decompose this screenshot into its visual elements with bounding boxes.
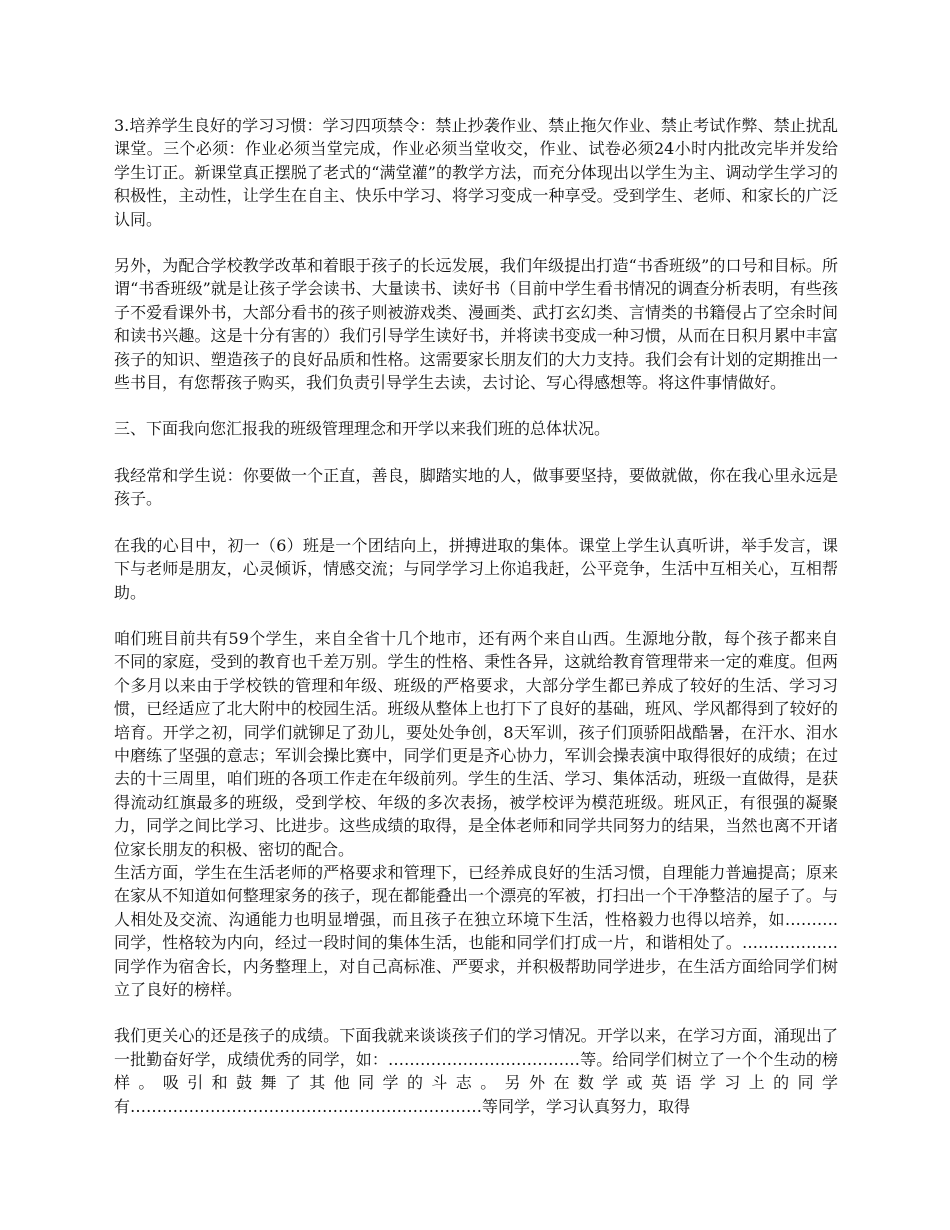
section-heading-class-management: 三、下面我向您汇报我的班级管理理念和开学以来我们班的总体状况。 [114, 419, 611, 439]
paragraph-teacher-motto: 我经常和学生说：你要做一个正直，善良，脚踏实地的人，做事要坚持，要做就做，你在我心里永远是孩子。 [114, 465, 838, 509]
paragraph-book-class: 另外，为配合学校教学改革和着眼于孩子的长远发展，我们年级提出打造“书香班级”的口号和目标。所谓“书香班级”就是让孩子学会读书、大量读书、读好书（目前中学生看书情况的调查分析表明，有些孩子不爱看课外书，大部分看书的孩子则被游戏类、漫画类、武打玄幻类、言情类的书籍侵占了空余时间和读书兴趣。这是十分有害的）我们引导学生读好书，并将读书变成一种习惯，从而在日积月累中丰富孩子的知识、塑造孩子的良好品质和性格。这需要家长朋友们的大力支持。我们会有计划的定期推出一些书目，有您帮孩子购买，我们负责引导学生去读，去讨论、写心得感想等。将这件事情做好。 [114, 256, 838, 393]
paragraph-study-habits: 3.培养学生良好的学习习惯：学习四项禁令：禁止抄袭作业、禁止拖欠作业、禁止考试作弊、禁止扰乱课堂。三个必须：作业必须当堂完成，作业必须当堂收交，作业、试卷必须24小时内批改完毕并发给学生订正。新课堂真正摆脱了老式的“满堂灌”的教学方法，而充分体现出以学生为主、调动学生学习的积极性，主动性，让学生在自主、快乐中学习、将学习变成一种享受。受到学生、老师、和家长的广泛认同。 [114, 116, 838, 229]
paragraph-academic-performance: 我们更关心的还是孩子的成绩。下面我就来谈谈孩子们的学习情况。开学以来，在学习方面，涌现出了一批勤奋好学，成绩优秀的同学，如：………………………………等。给同学们树立了一个个生动的榜样。吸引和鼓舞了其他同学的斗志。另外在数学或英语学习上的同学有…………………………………………………………等同学，学习认真努力，取得 [114, 1026, 838, 1116]
document-page [114, 114, 838, 1118]
paragraph-class-overview: 咱们班目前共有59个学生，来自全省十几个地市，还有两个来自山西。生源地分散，每个孩子都来自不同的家庭，受到的教育也千差万别。学生的性格、秉性各异，这就给教育管理带来一定的难度。但两个多月以来由于学校铁的管理和年级、班级的严格要求，大部分学生都已养成了较好的生活、学习习惯，已经适应了北大附中的校园生活。班级从整体上也打下了良好的基础，班风、学风都得到了较好的培育。开学之初，同学们就铆足了劲儿，要处处争创，8天军训，孩子们顶骄阳战酷暑，在汗水、泪水中磨练了坚强的意志；军训会操比赛中，同学们更是齐心协力，军训会操表演中取得很好的成绩；在过去的十三周里，咱们班的各项工作走在年级前列。学生的生活、学习、集体活动，班级一直做得，是获得流动红旗最多的班级，受到学校、年级的多次表扬，被学校评为模范班级。班风正，有很强的凝聚力，同学之间比学习、比进步。这些成绩的取得，是全体老师和同学共同努力的结果，当然也离不开诸位家长朋友的积极、密切的配合。 [114, 628, 838, 859]
paragraph-daily-life: 生活方面，学生在生活老师的严格要求和管理下，已经养成良好的生活习惯，自理能力普遍提高；原来在家从不知道如何整理家务的孩子，现在都能叠出一个漂亮的军被，打扫出一个干净整洁的屋子了。与人相处及交流、沟通能力也明显增强，而且孩子在独立环境下生活，性格毅力也得以培养，如……….同学，性格较为内向，经过一段时间的集体生活，也能和同学们打成一片，和谐相处了。………………同学作为宿舍长，内务整理上，对自己高标准、严要求，并积极帮助同学进步，在生活方面给同学们树立了良好的榜样。 [114, 862, 838, 999]
paragraph-class-collective: 在我的心目中，初一（6）班是一个团结向上，拼搏进取的集体。课堂上学生认真听讲，举手发言，课下与老师是朋友，心灵倾诉，情感交流；与同学学习上你追我赶，公平竞争，生活中互相关心，互相帮助。 [114, 535, 838, 602]
